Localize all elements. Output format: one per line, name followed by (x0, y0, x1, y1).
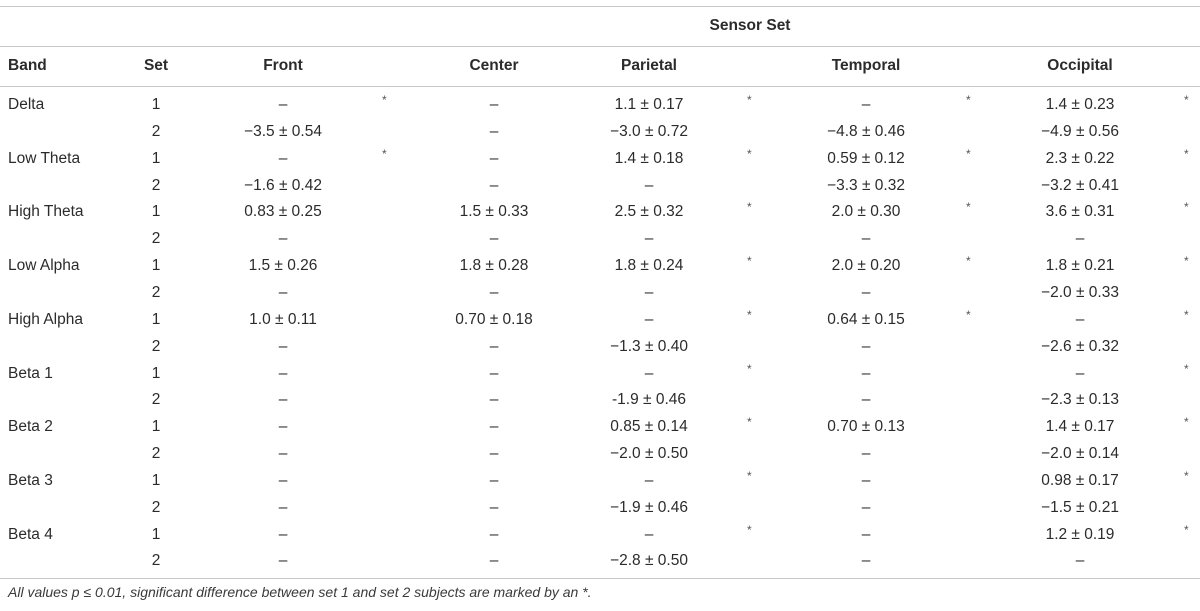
cell-temporal: – (861, 498, 871, 516)
cell-occipital: – (1075, 310, 1085, 328)
cell-set: 1 (151, 257, 161, 275)
cell-band (8, 495, 128, 521)
cell-occipital: −3.2 ± 0.41 (1041, 176, 1119, 194)
cell-center: – (489, 122, 499, 140)
significance-marker: * (1184, 361, 1189, 376)
cell-band (8, 387, 128, 413)
significance-marker: * (382, 93, 387, 107)
cell-temporal: – (861, 471, 871, 489)
group-header-rule (0, 46, 1200, 47)
cell-occipital: −2.0 ± 0.14 (1041, 445, 1119, 463)
significance-marker: * (966, 307, 971, 322)
column-header-occipital: Occipital (1047, 57, 1113, 74)
cell-parietal: 1.1 ± 0.17 (614, 96, 684, 113)
significance-marker: * (1184, 415, 1189, 430)
cell-band: Delta (8, 96, 45, 113)
cell-temporal: – (861, 552, 871, 570)
cell-parietal: −2.8 ± 0.50 (610, 552, 688, 570)
cell-center: – (489, 96, 499, 113)
cell-parietal: −2.0 ± 0.50 (610, 445, 688, 463)
significance-marker: * (966, 254, 971, 269)
cell-front: – (278, 471, 288, 489)
cell-band (8, 548, 128, 574)
cell-occipital: −1.5 ± 0.21 (1041, 498, 1119, 516)
cell-band (8, 173, 128, 199)
cell-occipital: 0.98 ± 0.17 (1041, 471, 1119, 489)
significance-marker: * (747, 468, 752, 483)
cell-set: 2 (151, 176, 161, 194)
significance-marker: * (747, 93, 752, 107)
cell-set: 1 (151, 525, 161, 543)
cell-temporal: – (861, 391, 871, 409)
significance-marker: * (1184, 468, 1189, 483)
cell-occipital: – (1075, 364, 1085, 382)
cell-parietal: 0.85 ± 0.14 (610, 418, 688, 436)
cell-center: – (489, 283, 499, 301)
cell-temporal: – (861, 96, 871, 113)
cell-set: 1 (151, 418, 161, 436)
cell-temporal: 0.59 ± 0.12 (827, 149, 905, 167)
cell-center: – (489, 445, 499, 463)
cell-center: – (489, 552, 499, 570)
cell-parietal: 2.5 ± 0.32 (614, 203, 684, 221)
cell-parietal: −1.9 ± 0.46 (610, 498, 688, 516)
cell-set: 1 (151, 310, 161, 328)
cell-temporal: −3.3 ± 0.32 (827, 176, 905, 194)
cell-parietal: −3.0 ± 0.72 (610, 122, 688, 140)
significance-marker: * (1184, 307, 1189, 322)
cell-temporal: 2.0 ± 0.20 (831, 257, 901, 275)
cell-set: 2 (151, 283, 161, 301)
cell-front: – (278, 337, 288, 355)
cell-set: 1 (151, 471, 161, 489)
cell-set: 2 (151, 498, 161, 516)
cell-set: 1 (151, 364, 161, 382)
significance-marker: * (747, 307, 752, 322)
significance-marker: * (1184, 522, 1189, 537)
cell-center: – (489, 149, 499, 167)
cell-occipital: 1.4 ± 0.23 (1045, 96, 1115, 113)
cell-band: Low Alpha (8, 257, 80, 275)
cell-center: – (489, 418, 499, 436)
table-top-rule (0, 6, 1200, 7)
cell-set: 1 (151, 203, 161, 221)
column-header-band: Band (8, 57, 47, 74)
cell-front: – (278, 283, 288, 301)
cell-band (8, 119, 128, 145)
column-header-center: Center (469, 57, 519, 74)
cell-front: −1.6 ± 0.42 (244, 176, 322, 194)
cell-occipital: −2.6 ± 0.32 (1041, 337, 1119, 355)
cell-temporal: – (861, 445, 871, 463)
significance-marker: * (747, 415, 752, 430)
cell-center: 1.5 ± 0.33 (459, 203, 529, 221)
cell-temporal: – (861, 230, 871, 248)
significance-marker: * (747, 200, 752, 215)
cell-center: – (489, 498, 499, 516)
cell-occipital: 1.8 ± 0.21 (1045, 257, 1115, 275)
cell-band: Beta 3 (8, 471, 53, 489)
cell-parietal: – (644, 230, 654, 248)
cell-front: – (278, 525, 288, 543)
significance-marker: * (747, 146, 752, 161)
cell-center: 1.8 ± 0.28 (459, 257, 529, 275)
cell-front: – (278, 149, 288, 167)
cell-temporal: – (861, 283, 871, 301)
cell-parietal: – (644, 283, 654, 301)
cell-center: – (489, 471, 499, 489)
sensor-set-group-header: Sensor Set (709, 17, 791, 34)
column-header-set: Set (143, 57, 169, 74)
cell-band: Low Theta (8, 149, 81, 167)
column-header-parietal: Parietal (620, 57, 677, 74)
cell-occipital: −2.0 ± 0.33 (1041, 283, 1119, 301)
cell-set: 2 (151, 122, 161, 140)
cell-front: – (278, 498, 288, 516)
cell-front: – (278, 445, 288, 463)
significance-marker: * (382, 146, 387, 161)
cell-center: – (489, 391, 499, 409)
column-header-front: Front (263, 57, 303, 74)
cell-set: 2 (151, 445, 161, 463)
cell-band (8, 334, 128, 360)
cell-center: – (489, 176, 499, 194)
cell-parietal: 1.4 ± 0.18 (614, 149, 684, 167)
cell-occipital: 3.6 ± 0.31 (1045, 203, 1115, 221)
cell-center: 0.70 ± 0.18 (455, 310, 533, 328)
significance-marker: * (966, 146, 971, 161)
cell-set: 2 (151, 552, 161, 570)
cell-occipital: 1.4 ± 0.17 (1045, 418, 1115, 436)
significance-marker: * (1184, 146, 1189, 161)
cell-band: Beta 1 (8, 364, 53, 382)
cell-front: 0.83 ± 0.25 (244, 203, 322, 221)
table-footnote: All values p ≤ 0.01, significant difference between set 1 and set 2 subjects are marked by an *. (8, 584, 592, 600)
cell-parietal: -1.9 ± 0.46 (612, 391, 686, 409)
cell-front: – (278, 364, 288, 382)
cell-front: – (278, 552, 288, 570)
cell-temporal: – (861, 364, 871, 382)
cell-center: – (489, 525, 499, 543)
cell-parietal: −1.3 ± 0.40 (610, 337, 688, 355)
cell-occipital: – (1075, 230, 1085, 248)
cell-temporal: 0.70 ± 0.13 (827, 418, 905, 436)
cell-band (8, 226, 128, 252)
cell-front: – (278, 96, 288, 113)
cell-temporal: – (861, 337, 871, 355)
cell-parietal: – (644, 176, 654, 194)
cell-parietal: – (644, 525, 654, 543)
cell-front: – (278, 230, 288, 248)
cell-parietal: – (644, 310, 654, 328)
cell-temporal: 0.64 ± 0.15 (827, 310, 905, 328)
cell-band: Beta 4 (8, 525, 53, 543)
cell-set: 1 (151, 96, 161, 113)
cell-center: – (489, 337, 499, 355)
table-bottom-rule (0, 578, 1200, 579)
cell-band: High Alpha (8, 310, 83, 328)
cell-parietal: – (644, 364, 654, 382)
cell-occipital: 2.3 ± 0.22 (1045, 149, 1115, 167)
column-header-rule (0, 86, 1200, 87)
significance-marker: * (747, 522, 752, 537)
cell-band (8, 441, 128, 467)
cell-occipital: – (1075, 552, 1085, 570)
cell-center: – (489, 230, 499, 248)
cell-front: – (278, 391, 288, 409)
cell-temporal: 2.0 ± 0.30 (831, 203, 901, 221)
significance-marker: * (1184, 254, 1189, 269)
cell-set: 2 (151, 391, 161, 409)
cell-band: High Theta (8, 203, 84, 221)
significance-marker: * (1184, 93, 1189, 107)
cell-band: Beta 2 (8, 418, 53, 436)
significance-marker: * (1184, 200, 1189, 215)
cell-set: 1 (151, 149, 161, 167)
cell-front: −3.5 ± 0.54 (244, 122, 322, 140)
cell-temporal: −4.8 ± 0.46 (827, 122, 905, 140)
column-header-temporal: Temporal (831, 57, 901, 74)
cell-occipital: −4.9 ± 0.56 (1041, 122, 1119, 140)
cell-center: – (489, 364, 499, 382)
cell-temporal: – (861, 525, 871, 543)
cell-set: 2 (151, 337, 161, 355)
significance-marker: * (966, 200, 971, 215)
cell-set: 2 (151, 230, 161, 248)
significance-marker: * (966, 93, 971, 107)
significance-marker: * (747, 254, 752, 269)
cell-occipital: 1.2 ± 0.19 (1045, 525, 1115, 543)
significance-marker: * (747, 361, 752, 376)
cell-parietal: 1.8 ± 0.24 (614, 257, 684, 275)
cell-parietal: – (644, 471, 654, 489)
cell-front: 1.0 ± 0.11 (249, 310, 317, 328)
cell-front: 1.5 ± 0.26 (248, 257, 318, 275)
cell-band (8, 280, 128, 306)
cell-front: – (278, 418, 288, 436)
cell-occipital: −2.3 ± 0.13 (1041, 391, 1119, 409)
